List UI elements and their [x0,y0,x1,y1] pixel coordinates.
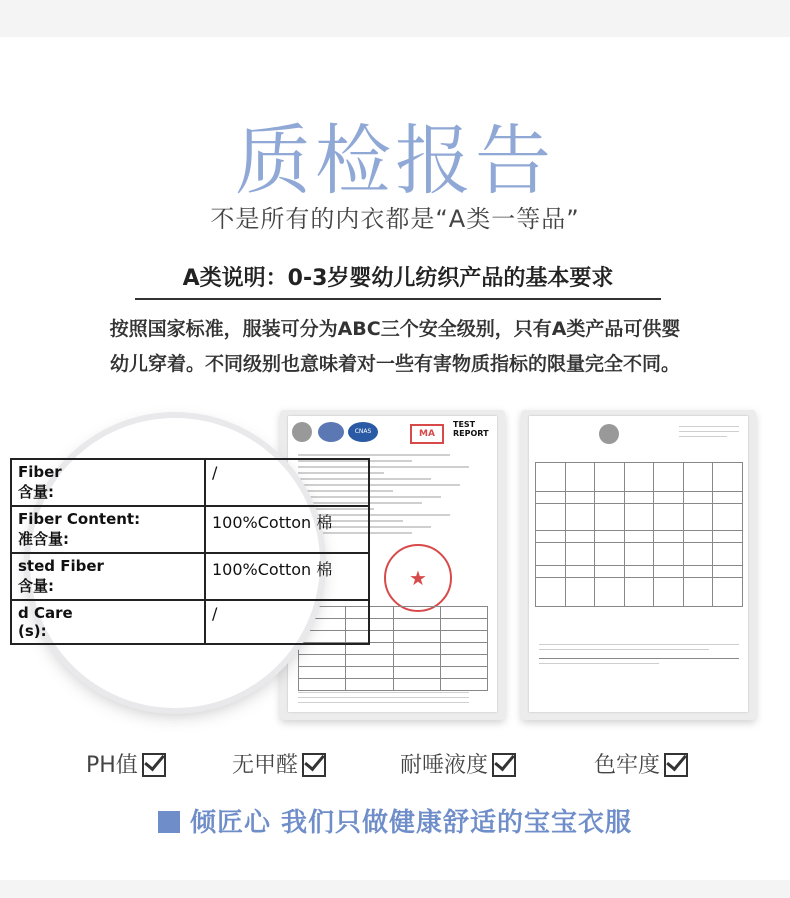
row-value: 100%Cotton 棉 [205,506,369,553]
square-bullet-icon [158,811,180,833]
test-report-label: TEST REPORT [453,420,489,438]
bureau-veritas-logo-2 [599,424,619,444]
table-row [11,459,369,506]
section-heading: A类说明：0-3岁婴幼儿纺织产品的基本要求 [135,264,661,300]
report-paper-2 [529,416,748,712]
check-label: 无甲醛 [232,753,299,778]
checkbox-checked-icon [492,753,516,777]
check-label: 耐唾液度 [400,753,489,778]
row-value: / [205,459,369,506]
fiber-content-table [10,458,370,645]
feature-checklist [0,748,790,784]
cnas-logo [348,422,378,442]
results-table [535,462,743,607]
check-formaldehyde [232,748,326,779]
report-header-text [679,426,739,441]
row-value: / [205,600,369,644]
test-report-sheet-2 [521,410,756,720]
check-saliva [400,748,516,779]
description-line-2: 幼儿穿着。不同级别也意味着对一些有害物质指标的限量完全不同。 [109,353,680,375]
footer-slogan [0,802,790,839]
row-label: Fiber 含量: [11,459,205,506]
checkbox-checked-icon [664,753,688,777]
report-footer-text [298,692,488,707]
table-row [11,506,369,553]
official-stamp: ★ [384,544,452,612]
ma-logo [410,424,444,444]
page-title: 质检报告 [235,116,555,205]
ma-label: MA [419,429,435,439]
footer-text: 倾匠心 我们只做健康舒适的宝宝衣服 [189,808,633,838]
page-subtitle: 不是所有的内衣都是“A类一等品” [210,205,580,233]
check-ph [86,748,166,779]
checkbox-checked-icon [302,753,326,777]
magnifier-zoom [18,418,333,708]
row-value: 100%Cotton 棉 [205,553,369,600]
row-label: sted Fiber 含量: [11,553,205,600]
table-row [11,600,369,644]
cnas-label: CNAS [354,428,372,435]
checkbox-checked-icon [142,753,166,777]
ilac-logo [318,422,344,442]
check-label: PH值 [86,753,138,778]
report-remark-text [539,644,739,668]
row-label: d Care (s): [11,600,205,644]
table-row [11,553,369,600]
row-label: Fiber Content: 准含量: [11,506,205,553]
check-label: 色牢度 [594,753,661,778]
check-colorfastness [594,748,688,779]
description-line-1: 按照国家标准，服装可分为ABC三个安全级别，只有A类产品可供婴 [109,318,681,340]
